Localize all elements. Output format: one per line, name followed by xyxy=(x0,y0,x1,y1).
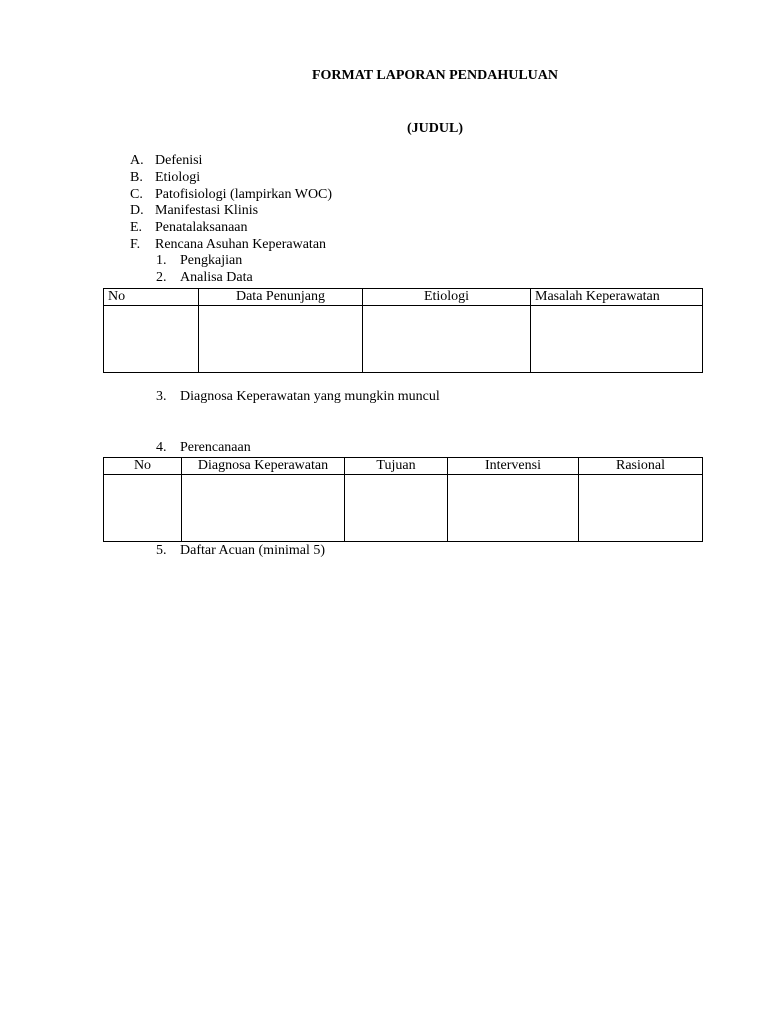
table-header-no: No xyxy=(104,458,182,475)
section-label: Defenisi xyxy=(155,153,203,168)
table-cell xyxy=(363,306,531,373)
list-marker: 5. xyxy=(156,543,167,558)
page-title: FORMAT LAPORAN PENDAHULUAN xyxy=(311,68,559,83)
section-label: Patofisiologi (lampirkan WOC) xyxy=(155,186,333,202)
section-label: Manifestasi Klinis xyxy=(155,203,259,219)
table-cell xyxy=(531,306,703,373)
section-label: Penatalaksanaan xyxy=(155,220,248,236)
sub-item-analisa-data xyxy=(156,270,253,286)
table-cell xyxy=(448,475,579,542)
analisa-data-table xyxy=(103,288,703,373)
sub-item-label: Daftar Acuan (minimal 5) xyxy=(180,543,326,558)
table-row xyxy=(104,306,703,373)
section-list xyxy=(130,153,332,254)
list-item xyxy=(130,203,332,220)
table-cell xyxy=(104,475,182,542)
sub-item-label: Pengkajian xyxy=(180,253,243,268)
table-header-etiologi: Etiologi xyxy=(363,289,531,306)
table-cell xyxy=(199,306,363,373)
table-header-intervensi: Intervensi xyxy=(448,458,579,475)
table-header-tujuan: Tujuan xyxy=(345,458,448,475)
section-label: Etiologi xyxy=(155,169,201,185)
table-header-masalah-keperawatan: Masalah Keperawatan xyxy=(531,289,703,306)
table-header-row xyxy=(104,289,703,306)
list-item xyxy=(130,170,332,187)
sub-item-daftar-acuan xyxy=(156,543,325,559)
table-header-data-penunjang: Data Penunjang xyxy=(199,289,363,306)
list-item xyxy=(130,153,332,170)
perencanaan-table xyxy=(103,457,703,542)
table-header-rasional: Rasional xyxy=(579,458,703,475)
list-marker: D. xyxy=(130,203,144,219)
list-marker: 4. xyxy=(156,440,167,455)
table-cell xyxy=(579,475,703,542)
list-marker: F. xyxy=(130,236,141,252)
section-label: Rencana Asuhan Keperawatan xyxy=(155,236,327,252)
table-cell xyxy=(104,306,199,373)
list-item xyxy=(130,237,332,254)
sub-item-pengkajian xyxy=(156,253,242,269)
list-marker: C. xyxy=(130,186,143,202)
list-marker: 2. xyxy=(156,270,167,285)
table-cell xyxy=(345,475,448,542)
page-subtitle: (JUDUL) xyxy=(407,121,463,136)
sub-item-label: Diagnosa Keperawatan yang mungkin muncul xyxy=(180,389,440,404)
list-item xyxy=(130,187,332,204)
table-header-row xyxy=(104,458,703,475)
table-row xyxy=(104,475,703,542)
list-marker: 3. xyxy=(156,389,167,404)
list-item xyxy=(130,220,332,237)
table-header-diagnosa-keperawatan: Diagnosa Keperawatan xyxy=(182,458,345,475)
table-cell xyxy=(182,475,345,542)
list-marker: 1. xyxy=(156,253,167,268)
sub-item-label: Perencanaan xyxy=(180,440,251,455)
list-marker: A. xyxy=(130,153,144,168)
sub-item-perencanaan xyxy=(156,440,251,456)
sub-item-diagnosa xyxy=(156,389,440,405)
list-marker: B. xyxy=(130,169,143,185)
sub-item-label: Analisa Data xyxy=(180,270,253,285)
table-header-no: No xyxy=(104,289,199,306)
list-marker: E. xyxy=(130,220,143,236)
